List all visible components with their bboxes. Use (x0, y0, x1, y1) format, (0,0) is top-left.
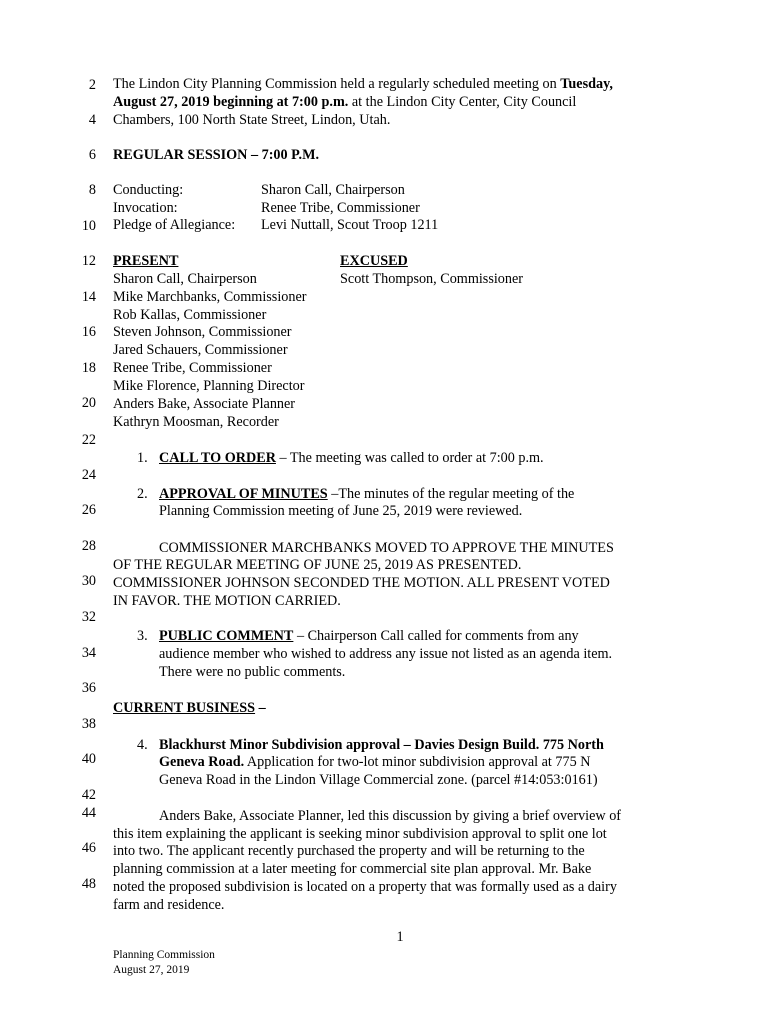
intro-text: The Lindon City Planning Commission held a regularly scheduled meeting on (113, 76, 561, 92)
section-title: CURRENT BUSINESS (113, 700, 256, 716)
item-text: – The meeting was called to order at 7:00 p.m. (275, 450, 544, 466)
line-number: 20 (81, 395, 96, 411)
present-member: Renee Tribe, Commissioner (113, 360, 272, 376)
discussion-line: noted the proposed subdivision is located on a property that was formally used as a dairy (113, 879, 617, 895)
line-number: 12 (81, 253, 96, 269)
item-text: –The minutes of the regular meeting of the (327, 486, 575, 502)
item-title: CALL TO ORDER (159, 450, 276, 466)
footer-title: Planning Commission (113, 949, 215, 961)
session-heading: REGULAR SESSION – 7:00 P.M. (113, 147, 320, 163)
discussion-line: this item explaining the applicant is seeking minor subdivision approval to split one lot (113, 826, 607, 842)
line-number: 6 (88, 147, 96, 163)
present-member: Kathryn Moosman, Recorder (113, 414, 279, 430)
line-number: 46 (81, 840, 96, 856)
line-number: 44 (81, 805, 96, 821)
meeting-day: Tuesday, (560, 76, 613, 92)
role-label: Pledge of Allegiance: (113, 217, 236, 233)
present-member: Mike Florence, Planning Director (113, 378, 305, 394)
discussion-line: Anders Bake, Associate Planner, led this discussion by giving a brief overview of (159, 808, 622, 824)
present-member: Steven Johnson, Commissioner (113, 324, 292, 340)
motion-line: IN FAVOR. THE MOTION CARRIED. (113, 593, 341, 609)
line-number: 48 (81, 876, 96, 892)
discussion-line: farm and residence. (113, 897, 225, 913)
excused-heading: EXCUSED (340, 253, 408, 269)
agenda-item-number: 2. (137, 486, 148, 502)
role-label: Invocation: (113, 200, 178, 216)
intro-text: at the Lindon City Center, City Council (348, 94, 577, 110)
footer-date: August 27, 2019 (113, 964, 190, 976)
line-number: 38 (81, 716, 96, 732)
line-number: 30 (81, 573, 96, 589)
agenda-item-blackhurst-line (159, 754, 591, 772)
present-member: Mike Marchbanks, Commissioner (113, 289, 307, 305)
motion-line: COMMISSIONER MARCHBANKS MOVED TO APPROVE THE MINUTES (159, 540, 614, 556)
section-suffix: – (255, 700, 266, 716)
intro-line-3: Chambers, 100 North State Street, Lindon, Utah. (113, 112, 391, 128)
present-member: Anders Bake, Associate Planner (113, 396, 296, 412)
item-title: Geneva Road. (159, 754, 245, 770)
discussion-line: into two. The applicant recently purchased the property and will be returning to the (113, 843, 585, 859)
page-number: 1 (396, 929, 404, 945)
agenda-item-number: 3. (137, 628, 148, 644)
line-number: 36 (81, 680, 96, 696)
line-number: 4 (88, 112, 96, 128)
item-text: There were no public comments. (159, 664, 346, 680)
line-number: 18 (81, 360, 96, 376)
agenda-item-call-to-order (159, 450, 544, 468)
item-title: PUBLIC COMMENT (159, 628, 294, 644)
present-member: Sharon Call, Chairperson (113, 271, 257, 287)
present-member: Jared Schauers, Commissioner (113, 342, 288, 358)
line-number: 28 (81, 538, 96, 554)
role-person: Levi Nuttall, Scout Troop 1211 (261, 217, 439, 233)
item-text: audience member who wished to address any issue not listed as an agenda item. (159, 646, 613, 662)
role-person: Sharon Call, Chairperson (261, 182, 405, 198)
page-footer (113, 948, 215, 978)
line-number: 24 (81, 467, 96, 483)
agenda-item-blackhurst-title: Blackhurst Minor Subdivision approval – Davies Design Build. 775 North (159, 737, 604, 753)
line-number: 10 (81, 218, 96, 234)
line-number: 40 (81, 751, 96, 767)
line-number: 2 (88, 77, 96, 93)
discussion-line: planning commission at a later meeting for commercial site plan approval. Mr. Bake (113, 861, 592, 877)
item-text: Planning Commission meeting of June 25, 2019 were reviewed. (159, 503, 523, 519)
present-heading: PRESENT (113, 253, 179, 269)
item-title: APPROVAL OF MINUTES (159, 486, 328, 502)
line-number: 42 (81, 787, 96, 803)
agenda-item-number: 1. (137, 450, 148, 466)
current-business-heading (113, 700, 266, 718)
excused-member: Scott Thompson, Commissioner (340, 271, 524, 287)
line-number: 34 (81, 645, 96, 661)
line-number: 22 (81, 432, 96, 448)
intro-line-1 (113, 76, 613, 94)
item-text: Application for two-lot minor subdivision approval at 775 N (244, 754, 591, 770)
intro-line-2 (113, 94, 576, 112)
line-number: 26 (81, 502, 96, 518)
item-text: – Chairperson Call called for comments from any (293, 628, 579, 644)
agenda-item-approval-of-minutes (159, 486, 574, 504)
line-number: 14 (81, 289, 96, 305)
meeting-date-time: August 27, 2019 beginning at 7:00 p.m. (113, 94, 349, 110)
role-person: Renee Tribe, Commissioner (261, 200, 420, 216)
motion-line: OF THE REGULAR MEETING OF JUNE 25, 2019 AS PRESENTED. (113, 557, 522, 573)
item-text: Geneva Road in the Lindon Village Commercial zone. (parcel #14:053:0161) (159, 772, 598, 788)
role-label: Conducting: (113, 182, 184, 198)
agenda-item-number: 4. (137, 737, 148, 753)
motion-line: COMMISSIONER JOHNSON SECONDED THE MOTION. ALL PRESENT VOTED (113, 575, 610, 591)
line-number: 32 (81, 609, 96, 625)
line-number: 16 (81, 324, 96, 340)
present-member: Rob Kallas, Commissioner (113, 307, 267, 323)
line-number: 8 (88, 182, 96, 198)
agenda-item-public-comment (159, 628, 579, 646)
